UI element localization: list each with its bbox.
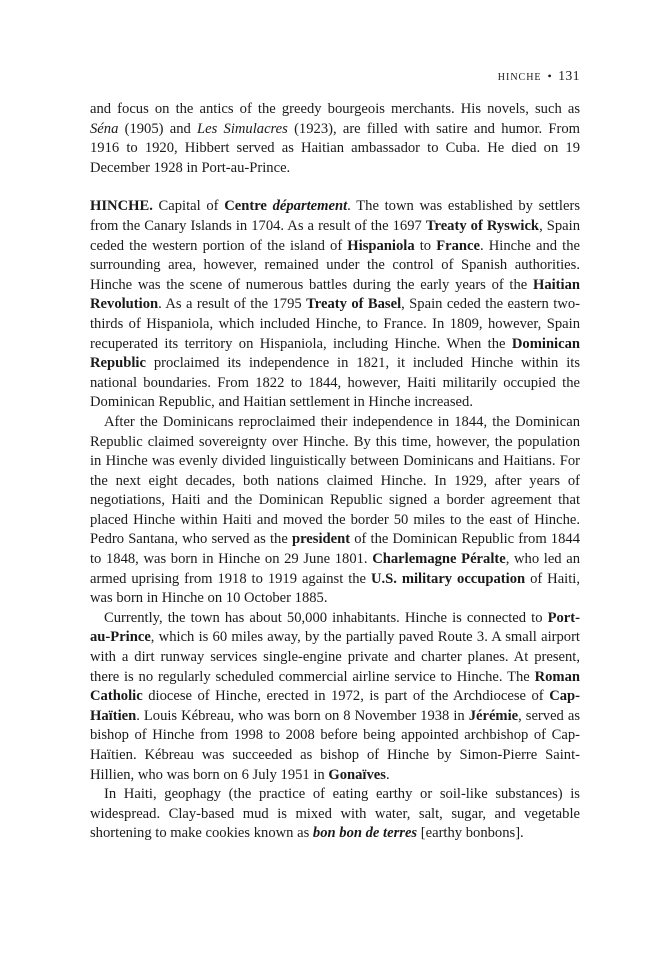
xref-roman-catholic[interactable]: Roman Catholic: [90, 668, 580, 705]
xref-hispaniola[interactable]: Hispaniola: [347, 237, 415, 254]
entry-hinche: HINCHE. Capital of Centre département. The town was established by settlers from the Canary Islands in 1704. As a result of the 1697 Treaty of Ryswick, Spain ceded the western portion of the island of Hispaniola to France. Hinche and the surrounding area, however, remained under the control of Spanish authorities. Hinche was the scene of numerous battles during the early years of the Haitian Revolution. As a result of the 1795 Treaty of Basel, Spain ceded the eastern two-thirds of Hispaniola, which included Hinche, to France. In 1809, however, Spain recuperated its territory on Hispaniola, including Hinche. When the Dominican Republic proclaimed its independence in 1821, it included Hinche within its national boundaries. From 1822 to 1844, however, Haiti militarily occupied the Dominican Republic, and Haitian settlement in Hinche increased.: [90, 198, 580, 411]
xref-port-au-prince[interactable]: Port-au-Prince: [90, 609, 580, 646]
entry-headword: HINCHE.: [90, 198, 153, 215]
xref-charlemagne-peralte[interactable]: Charlemagne Péralte: [372, 551, 506, 568]
paragraph-dominican-claims: After the Dominicans reproclaimed their independence in 1844, the Dominican Republic claimed sovereignty over Hinche. By this time, however, the population in Hinche was evenly divided linguistically between Dominicans and Haitians. For the next eight decades, both nations claimed Hinche. In 1929, after years of negotiations, Haiti and the Dominican Republic signed a border agreement that placed Hinche within Haiti and moved the border 50 miles to the east of Hinche. Pedro Santana, who served as the president of the Dominican Republic from 1844 to 1848, was born in Hinche on 29 June 1801. Charlemagne Péralte, who led an armed uprising from 1918 to 1919 against the U.S. military occupation of Haiti, was born in Hinche on 10 October 1885.: [90, 413, 580, 607]
page-number: 131: [558, 68, 580, 83]
xref-cap-haitien[interactable]: Cap-Haïtien: [90, 688, 580, 724]
body-text: [90, 100, 580, 844]
running-head-title: HINCHE: [497, 72, 542, 83]
paragraph-hibbert-end: and focus on the antics of the greedy bourgeois merchants. His novels, such as Séna (1905) and Les Simulacres (1923), are filled with satire and humor. From 1916 to 1920, Hibbert served as Haitian ambassador to Cuba. He died on 19 December 1928 in Port-au-Prince.: [90, 101, 580, 176]
xref-gonaives[interactable]: Gonaïves: [328, 766, 386, 783]
paragraph-geophagy: In Haiti, geophagy (the practice of eating earthy or soil-like substances) is widespread. Clay-based mud is mixed with water, salt, sugar, and vegetable shortening to make cookies known as bon bon de terres [earthy bonbons].: [90, 786, 580, 842]
paragraph-current-town: Currently, the town has about 50,000 inhabitants. Hinche is connected to Port-au-Prince, which is 60 miles away, by the partially paved Route 3. A small airport with a dirt runway services single-engine private and charter planes. At present, there is no regularly scheduled commercial airline service to Hinche. The Roman Catholic diocese of Hinche, erected in 1972, is part of the Archdiocese of Cap-Haïtien. Louis Kébreau, who was born on 8 November 1938 in Jérémie, served as bishop of Hinche from 1998 to 2008 before being appointed archbishop of Cap-Haïtien. Kébreau was succeeded as bishop of Hinche by Simon-Pierre Saint-Hillien, who was born on 6 July 1951 in Gonaïves.: [90, 609, 580, 783]
xref-france[interactable]: France: [436, 237, 480, 254]
xref-treaty-of-basel[interactable]: Treaty of Basel: [306, 296, 402, 313]
xref-treaty-of-ryswick[interactable]: Treaty of Ryswick: [425, 217, 540, 234]
xref-haitian-revolution[interactable]: Haitian Revolution: [90, 276, 580, 313]
xref-us-military-occupation[interactable]: U.S. military occupation: [370, 570, 526, 587]
xref-bon-bon-de-terres[interactable]: bon bon de terres: [312, 825, 418, 842]
xref-jeremie[interactable]: Jérémie: [468, 707, 519, 724]
xref-dominican-republic[interactable]: Dominican Republic: [90, 335, 580, 372]
running-head: [498, 68, 580, 84]
bullet-separator: •: [547, 69, 553, 83]
xref-president[interactable]: president: [291, 531, 351, 548]
